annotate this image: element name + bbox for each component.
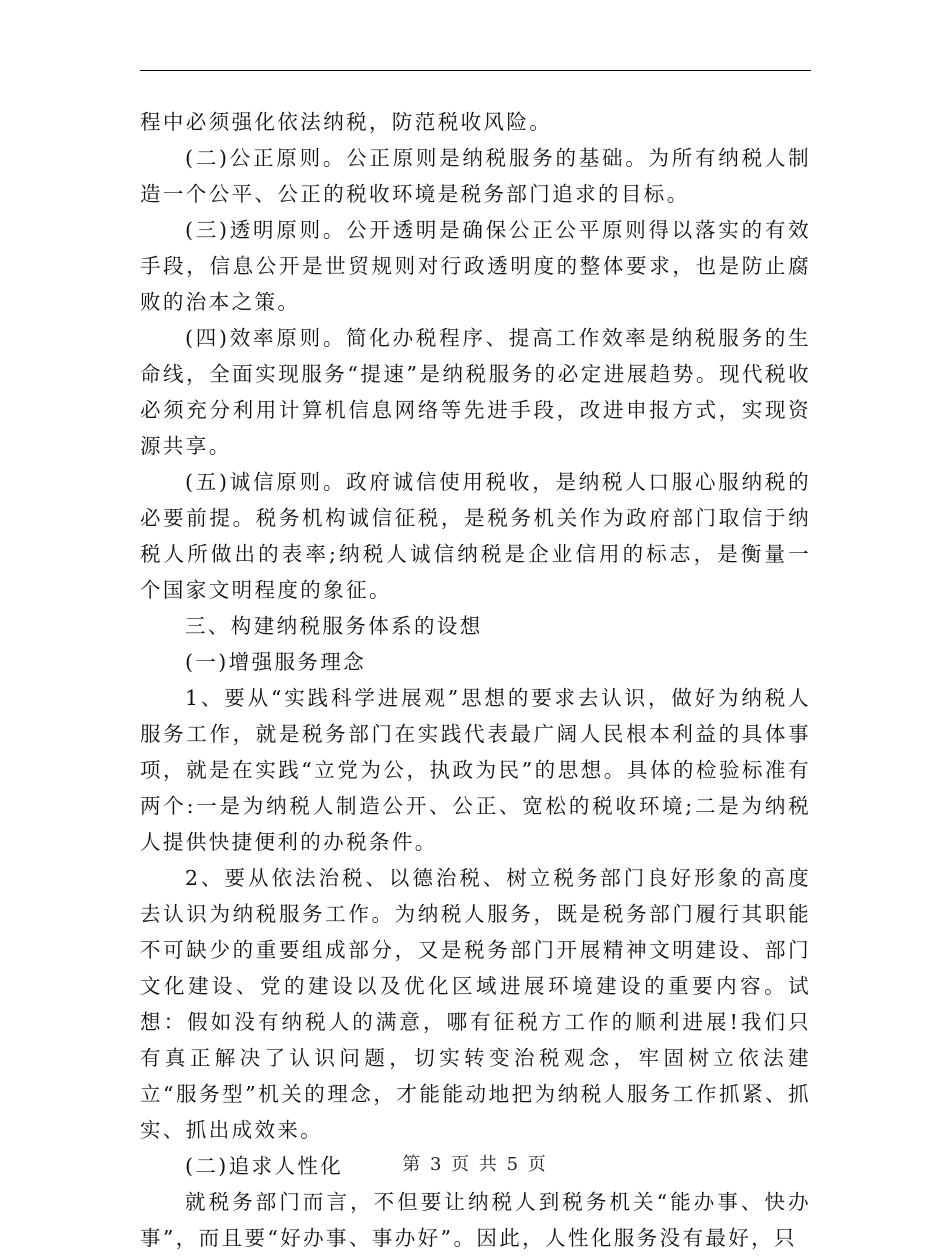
paragraph: 程中必须强化依法纳税，防范税收风险。 [140, 110, 553, 134]
paragraph: (五)诚信原则。政府诚信使用税收，是纳税人口服心服纳税的必要前提。税务机构诚信征税，是税务机关作为政府部门取信于纳税人所做出的表率;纳税人诚信纳税是企业信用的标志，是衡量一个国家文明程度的象征。 [140, 470, 811, 602]
paragraph: 1、要从“实践科学进展观”思想的要求去认识，做好为纳税人服务工作，就是税务部门在实践代表最广阔人民根本利益的具体事项，就是在实践“立党为公，执政为民”的思想。具体的检验标准有两个:一是为纳税人制造公开、公正、宽松的税收环境;二是为纳税人提供快捷便利的办税条件。 [140, 686, 811, 854]
header-rule [140, 70, 811, 71]
section-heading: 三、构建纳税服务体系的设想 [185, 614, 483, 638]
paragraph: 就税务部门而言，不但要让纳税人到税务机关“能办事、快办事”，而且要“好办事、事办好”。因此，人性化服务没有最好，只 [140, 1190, 811, 1250]
document-body [140, 104, 811, 1256]
paragraph: (四)效率原则。简化办税程序、提高工作效率是纳税服务的生命线，全面实现服务“提速”是纳税服务的必定进展趋势。现代税收必须充分利用计算机信息网络等先进手段，改进申报方式，实现资源共享。 [140, 326, 811, 458]
paragraph: (三)透明原则。公开透明是确保公正公平原则得以落实的有效手段，信息公开是世贸规则对行政透明度的整体要求，也是防止腐败的治本之策。 [140, 218, 811, 314]
paragraph: 2、要从依法治税、以德治税、树立税务部门良好形象的高度去认识为纳税服务工作。为纳税人服务，既是税务部门履行其职能不可缺少的重要组成部分，又是税务部门开展精神文明建设、部门文化建设、党的建设以及优化区域进展环境建设的重要内容。试想：假如没有纳税人的满意，哪有征税方工作的顺利进展!我们只有真正解决了认识问题，切实转变治税观念，牢固树立依法建立“服务型”机关的理念，才能能动地把为纳税人服务工作抓紧、抓实、抓出成效来。 [140, 866, 811, 1142]
subsection-heading: (二)追求人性化 [185, 1154, 344, 1178]
subsection-heading: (一)增强服务理念 [185, 650, 367, 674]
paragraph: (二)公正原则。公正原则是纳税服务的基础。为所有纳税人制造一个公平、公正的税收环境是税务部门追求的目标。 [140, 146, 811, 206]
page-footer: 第 3 页 共 5 页 [402, 1154, 548, 1175]
